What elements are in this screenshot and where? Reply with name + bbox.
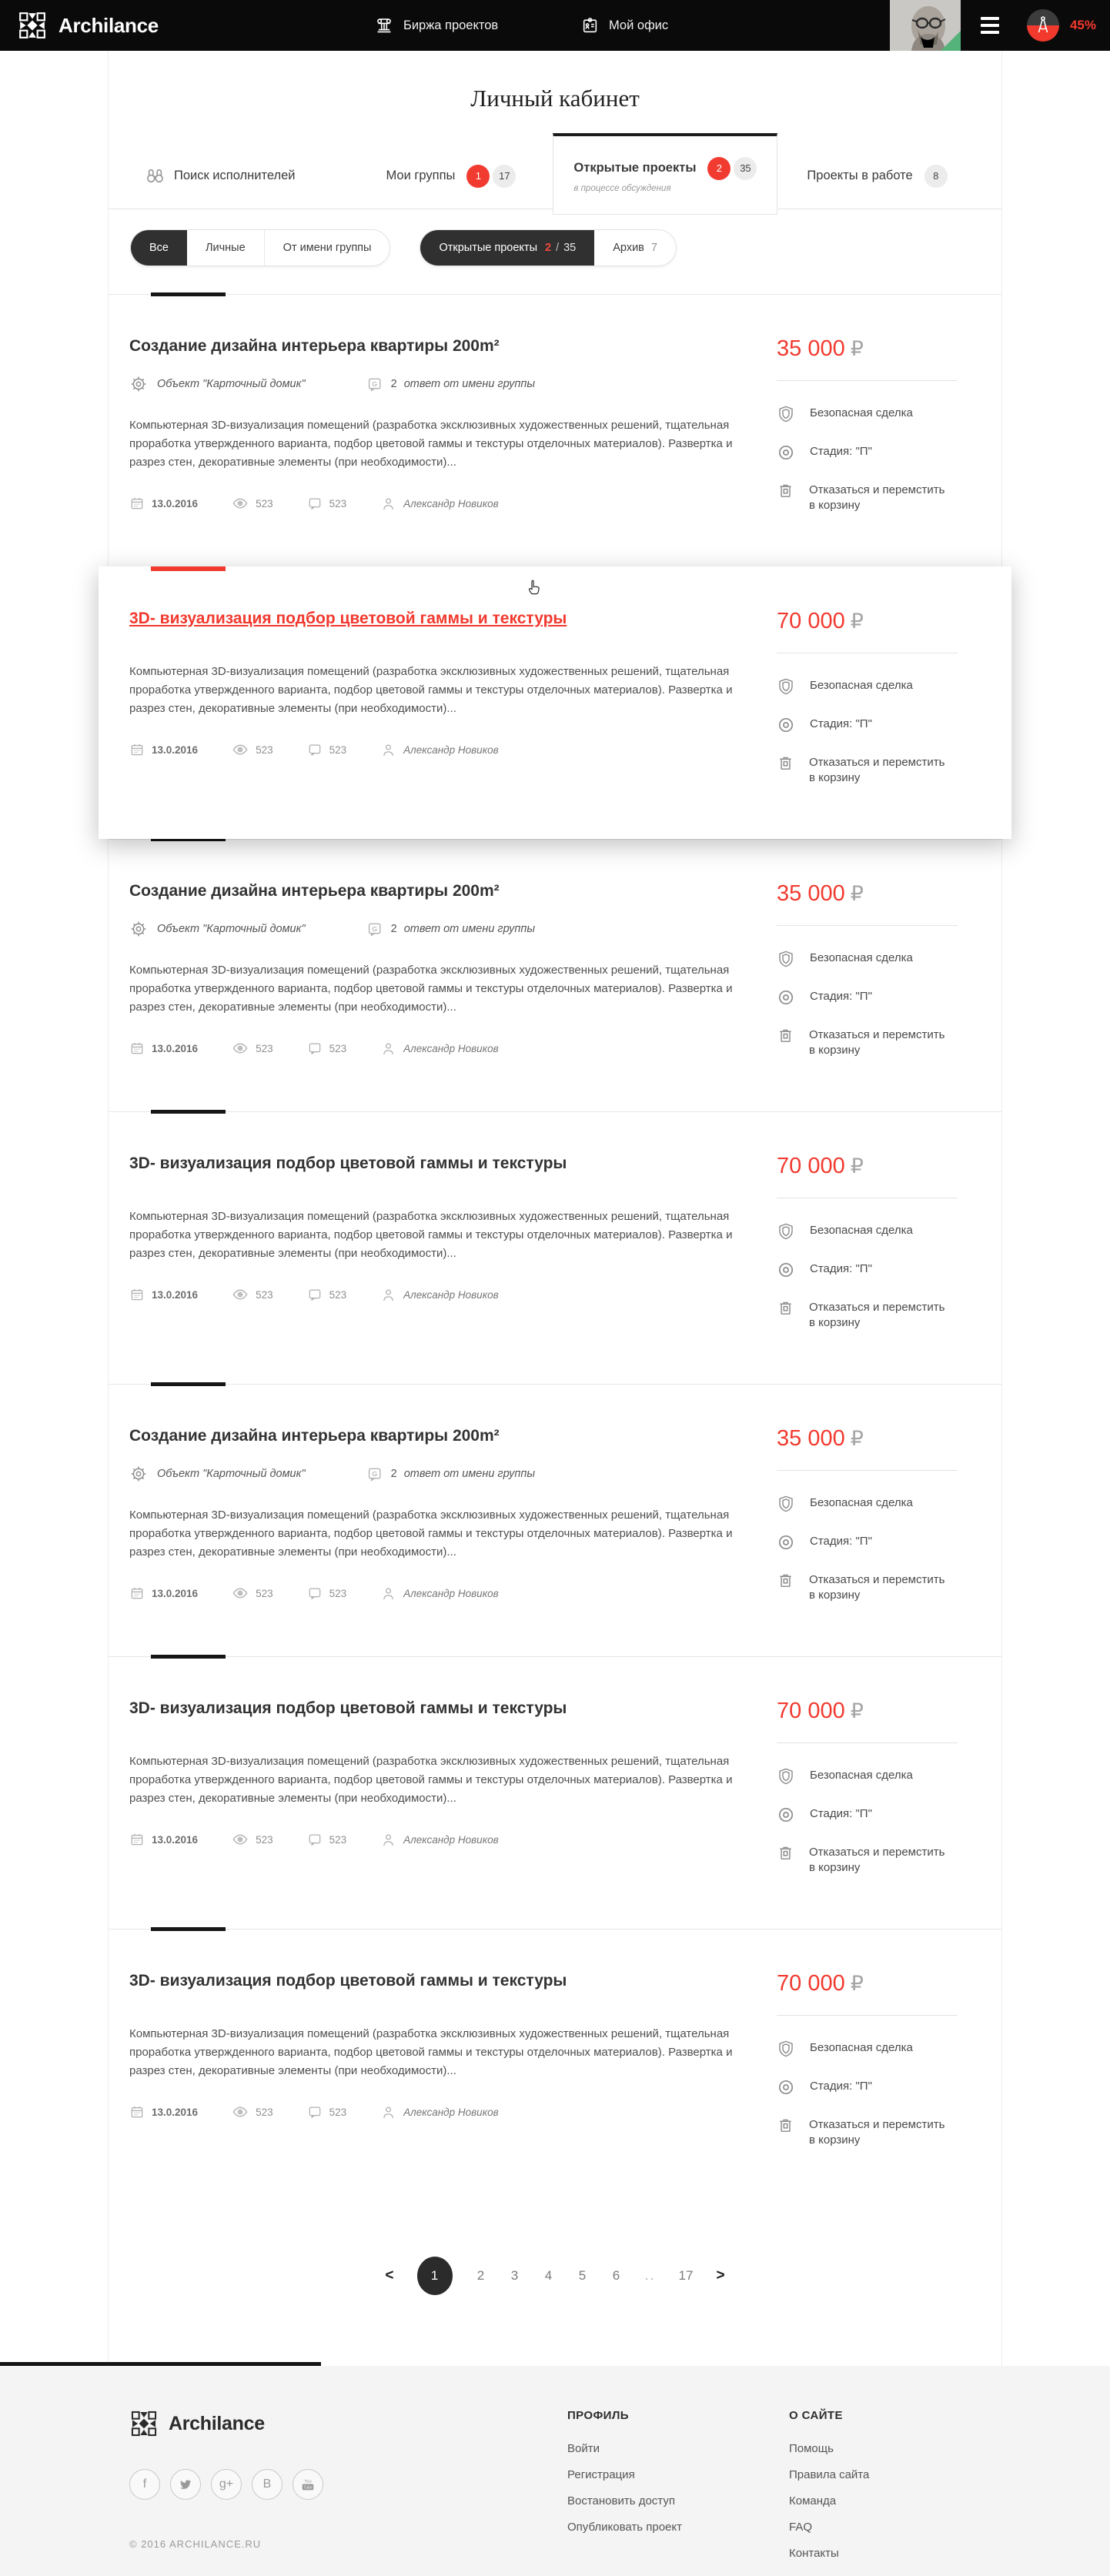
nav-label: Биржа проектов <box>403 18 499 32</box>
project-meta-row <box>129 1040 759 1057</box>
pagination-next[interactable]: > <box>716 2267 725 2284</box>
open-total: 35 <box>563 242 577 254</box>
svg-text:G: G <box>371 379 377 388</box>
safe-deal-label: Безопасная сделка <box>777 1223 958 1241</box>
calendar-icon <box>129 1832 145 1847</box>
footer-link[interactable]: Правила сайта <box>789 2468 870 2481</box>
project-object-row <box>129 920 759 938</box>
project-card <box>109 1656 1001 1929</box>
meta-author[interactable]: Александр Новиков <box>380 496 499 512</box>
meta-views: 523 <box>232 1040 273 1057</box>
footer-link[interactable]: FAQ <box>789 2521 813 2534</box>
project-list <box>109 294 1001 2201</box>
meta-comments: 523 <box>307 496 347 511</box>
comment-icon <box>307 742 323 757</box>
user-icon <box>380 1041 396 1057</box>
stage-label: Стадия: "П" <box>777 1534 958 1552</box>
trash-icon <box>777 2117 794 2134</box>
svg-text:You: You <box>304 2479 312 2484</box>
completion-percent: 45% <box>1069 18 1096 32</box>
project-title-link[interactable]: Создание дизайна интерьера квартиры 200m² <box>129 882 500 900</box>
card-divider <box>99 566 1011 567</box>
replies-count: 2 <box>390 923 397 935</box>
project-title-link[interactable]: 3D- визуализация подбор цветовой гаммы и текстуры <box>129 1699 567 1717</box>
avatar[interactable] <box>890 0 961 51</box>
safe-deal-label: Безопасная сделка <box>777 2040 958 2058</box>
page-title: Личный кабинет <box>470 85 640 112</box>
meta-date: 13.0.2016 <box>129 2104 198 2120</box>
project-meta-row <box>129 1831 759 1848</box>
target-icon <box>777 716 795 734</box>
footer-link[interactable]: Контакты <box>789 2547 839 2560</box>
eye-icon <box>232 741 249 758</box>
nav-item-my-office[interactable] <box>580 0 668 51</box>
pagination-pages <box>417 2257 694 2295</box>
price-divider <box>777 2015 958 2016</box>
project-card <box>109 1111 1001 1384</box>
project-price: 70 000 ₽ <box>777 1699 864 1723</box>
tab-open-projects[interactable] <box>553 133 777 215</box>
safe-deal-label: Безопасная сделка <box>777 951 958 968</box>
meta-date: 13.0.2016 <box>129 1041 198 1056</box>
google-plus-icon[interactable]: g+ <box>211 2469 242 2500</box>
card-divider <box>109 1656 1001 1657</box>
project-description: Компьютерная 3D-визуализация помещений (разработка эксклюзивных художественных решений, тщательная проработка утвержденного варианта, подбор цветовой гаммы и текстуры отделочных материалов). Развертка и разрез стен, декоративные элементы (при необходимости)... <box>129 665 733 715</box>
meta-comments: 523 <box>307 1287 347 1302</box>
youtube-icon[interactable] <box>293 2469 323 2500</box>
project-card <box>109 839 1001 1111</box>
meta-views: 523 <box>232 1286 273 1303</box>
footer-column-title: О САЙТЕ <box>789 2409 843 2422</box>
meta-date: 13.0.2016 <box>129 1585 198 1601</box>
shield-icon <box>777 2040 795 2058</box>
ruble-sign: ₽ <box>850 1972 864 1995</box>
pagination-page[interactable]: 17 <box>678 2268 694 2283</box>
tab-my-groups[interactable] <box>386 165 517 188</box>
project-object-row <box>129 1465 759 1483</box>
trash-icon <box>777 1299 794 1317</box>
user-icon <box>380 1287 396 1303</box>
gear-icon <box>129 920 148 938</box>
behance-icon[interactable]: B <box>252 2469 283 2500</box>
replies-label: ответ от имени группы <box>403 923 536 935</box>
card-accent-bar <box>151 292 226 296</box>
footer-link[interactable]: Войти <box>567 2442 600 2455</box>
footer-link[interactable]: Регистрация <box>567 2468 635 2481</box>
meta-author[interactable]: Александр Новиков <box>380 1041 499 1057</box>
target-icon <box>777 1806 795 1824</box>
stage-label: Стадия: "П" <box>777 2079 958 2097</box>
binoculars-icon <box>145 165 165 186</box>
cursor-pointer-icon <box>526 579 543 599</box>
card-accent-bar <box>151 566 226 571</box>
twitter-bird-icon <box>179 2477 192 2491</box>
calendar-icon <box>129 2104 145 2120</box>
discard-to-trash-button[interactable]: Отказаться и перемстить в корзину <box>777 483 958 513</box>
filter-personal[interactable]: Личные <box>187 230 265 266</box>
comment-icon <box>307 1585 323 1601</box>
replies-count: 2 <box>390 378 397 390</box>
meta-author[interactable]: Александр Новиков <box>380 1832 499 1848</box>
meta-comments: 523 <box>307 1832 347 1847</box>
target-icon <box>777 988 795 1007</box>
tab-subtitle: в процессе обсуждения <box>573 183 671 193</box>
card-accent-bar <box>151 1110 226 1114</box>
trash-icon <box>777 754 794 772</box>
project-description: Компьютерная 3D-визуализация помещений (разработка эксклюзивных художественных решений, тщательная проработка утвержденного варианта, подбор цветовой гаммы и текстуры отделочных материалов). Развертка и разрез стен, декоративные элементы (при необходимости)... <box>129 419 733 469</box>
replies-label: ответ от имени группы <box>403 378 536 390</box>
discard-to-trash-button[interactable]: Отказаться и перемстить в корзину <box>777 755 958 786</box>
brand-name: Archilance <box>59 13 159 37</box>
user-icon <box>380 496 396 512</box>
header-right-cluster <box>890 0 1110 51</box>
clipboard-icon <box>580 16 600 35</box>
project-price: 35 000 ₽ <box>777 881 864 906</box>
user-icon <box>380 742 396 758</box>
project-price: 70 000 ₽ <box>777 1154 864 1178</box>
meta-views: 523 <box>232 2103 273 2120</box>
project-description: Компьютерная 3D-визуализация помещений (разработка эксклюзивных художественных решений, тщательная проработка утвержденного варианта, подбор цветовой гаммы и текстуры отделочных материалов). Развертка и разрез стен, декоративные элементы (при необходимости)... <box>129 1755 733 1805</box>
target-icon <box>777 443 795 462</box>
svg-text:G: G <box>371 1469 377 1478</box>
tab-label: Поиск исполнителей <box>174 169 296 182</box>
card-accent-bar <box>151 1927 226 1931</box>
scope-filter-group <box>130 229 390 266</box>
safe-deal-label: Безопасная сделка <box>777 1495 958 1513</box>
stage-label: Стадия: "П" <box>777 717 958 734</box>
project-price: 35 000 ₽ <box>777 336 864 361</box>
footer-link[interactable]: Команда <box>789 2494 837 2508</box>
nav-item-project-exchange[interactable] <box>374 0 498 51</box>
project-title-link[interactable]: 3D- визуализация подбор цветовой гаммы и текстуры <box>129 1972 567 1990</box>
online-status-corner <box>941 31 961 51</box>
meta-comments: 523 <box>307 742 347 757</box>
footer-column-title: ПРОФИЛЬ <box>567 2409 629 2422</box>
meta-views: 523 <box>232 741 273 758</box>
shield-icon <box>777 1767 795 1786</box>
nav-label: Мой офис <box>609 18 669 32</box>
total-count-badge: 35 <box>734 157 757 180</box>
trash-icon <box>777 1027 794 1044</box>
youtube-logo-icon <box>299 2476 316 2493</box>
meta-date: 13.0.2016 <box>129 1832 198 1847</box>
tab-label: Открытые проекты <box>573 161 697 175</box>
object-label[interactable]: Объект "Карточный домик" <box>157 1468 306 1480</box>
project-title-link[interactable]: 3D- визуализация подбор цветовой гаммы и текстуры <box>129 610 567 627</box>
project-title-link[interactable]: Создание дизайна интерьера квартиры 200m² <box>129 1427 500 1445</box>
group-reply-bubble-icon <box>366 376 383 393</box>
ruble-sign: ₽ <box>850 1427 864 1450</box>
state-filter-group <box>420 229 677 266</box>
gear-icon <box>129 1465 148 1483</box>
footer-brand-name: Archilance <box>169 2412 265 2434</box>
archilance-logo-icon <box>17 10 48 41</box>
project-meta-row <box>129 1585 759 1602</box>
card-divider <box>109 294 1001 295</box>
meta-views: 523 <box>232 495 273 512</box>
eye-icon <box>232 1585 249 1602</box>
eye-icon <box>232 1286 249 1303</box>
pagination-page[interactable]: 3 <box>510 2268 519 2283</box>
project-price: 70 000 ₽ <box>777 1971 864 1996</box>
total-count-badge: 17 <box>493 165 516 188</box>
meta-author[interactable]: Александр Новиков <box>380 2104 499 2120</box>
project-meta-row <box>129 495 759 512</box>
filter-open-projects[interactable]: Открытые проекты 2 / 35 <box>420 230 594 266</box>
footer-link[interactable]: Помощь <box>789 2442 834 2455</box>
meta-author[interactable]: Александр Новиков <box>380 1585 499 1602</box>
shield-icon <box>777 1495 795 1513</box>
footer-accent-bar <box>0 2362 321 2366</box>
project-card <box>109 294 1001 566</box>
footer-column-about <box>789 2409 869 2573</box>
replies-label: ответ от имени группы <box>403 1468 536 1480</box>
project-card <box>109 1929 1001 2201</box>
svg-text:G: G <box>371 924 377 933</box>
meta-date: 13.0.2016 <box>129 742 198 757</box>
pagination-page[interactable]: 5 <box>578 2268 587 2283</box>
filter-all[interactable]: Все <box>131 230 187 266</box>
stage-label: Стадия: "П" <box>777 1261 958 1279</box>
meta-views: 523 <box>232 1831 273 1848</box>
pagination-page[interactable]: 6 <box>612 2268 620 2283</box>
discard-to-trash-button[interactable]: Отказаться и перемстить в корзину <box>777 1027 958 1058</box>
group-reply-bubble-icon <box>366 920 383 938</box>
pagination-page[interactable]: 1 <box>417 2257 453 2295</box>
main-container <box>108 51 1002 2366</box>
target-icon <box>777 1261 795 1279</box>
user-icon <box>380 1832 396 1848</box>
trash-icon <box>777 1572 794 1589</box>
meta-date: 13.0.2016 <box>129 1287 198 1302</box>
project-description: Компьютерная 3D-визуализация помещений (разработка эксклюзивных художественных решений, тщательная проработка утвержденного варианта, подбор цветовой гаммы и текстуры отделочных материалов). Развертка и разрез стен, декоративные элементы (при необходимости)... <box>129 1509 733 1559</box>
meta-author[interactable]: Александр Новиков <box>380 742 499 758</box>
calendar-icon <box>129 1041 145 1056</box>
footer-link[interactable]: Востановить доступ <box>567 2494 675 2508</box>
meta-date: 13.0.2016 <box>129 496 198 511</box>
project-card <box>99 566 1011 839</box>
trash-icon <box>777 482 794 499</box>
twitter-icon[interactable] <box>170 2469 201 2500</box>
filter-on-behalf-of-group[interactable]: От имени группы <box>283 242 372 254</box>
stage-label: Стадия: "П" <box>777 989 958 1007</box>
project-price: 70 000 ₽ <box>777 609 864 633</box>
stage-label: Стадия: "П" <box>777 1806 958 1824</box>
ruble-sign: ₽ <box>850 1154 864 1178</box>
account-tabs <box>109 143 1001 209</box>
facebook-icon[interactable]: f <box>129 2469 160 2500</box>
gear-icon <box>129 375 148 393</box>
filter-bar <box>109 209 1001 294</box>
archive-count: 7 <box>650 242 657 254</box>
safe-deal-label: Безопасная сделка <box>777 678 958 696</box>
price-divider <box>777 1470 958 1471</box>
project-title-link[interactable]: Создание дизайна интерьера квартиры 200m² <box>129 337 500 355</box>
project-object-row <box>129 375 759 393</box>
profile-completion-gauge[interactable] <box>1027 9 1059 42</box>
comment-icon <box>307 496 323 511</box>
pagination-page[interactable]: 4 <box>544 2268 553 2283</box>
pagination-page[interactable]: 2 <box>476 2268 485 2283</box>
project-meta-row <box>129 2103 759 2120</box>
meta-author[interactable]: Александр Новиков <box>380 1287 499 1303</box>
card-divider <box>109 839 1001 840</box>
pagination <box>109 2201 1001 2366</box>
ruble-sign: ₽ <box>850 610 864 633</box>
shield-icon <box>777 950 795 968</box>
meta-comments: 523 <box>307 1041 347 1056</box>
replies-count: 2 <box>390 1468 397 1480</box>
meta-comments: 523 <box>307 2104 347 2120</box>
shield-icon <box>777 677 795 696</box>
trash-icon <box>777 1844 794 1862</box>
calendar-icon <box>129 1287 145 1302</box>
stage-label: Стадия: "П" <box>777 444 958 462</box>
shield-icon <box>777 1222 795 1241</box>
ruble-sign: ₽ <box>850 882 864 905</box>
project-title-link[interactable]: 3D- визуализация подбор цветовой гаммы и текстуры <box>129 1154 567 1172</box>
project-meta-row <box>129 1286 759 1303</box>
total-count-badge: 8 <box>924 165 948 188</box>
compass-icon <box>1034 15 1052 35</box>
discard-to-trash-button[interactable]: Отказаться и перемстить в корзину <box>777 1572 958 1603</box>
project-meta-row <box>129 741 759 758</box>
project-description: Компьютерная 3D-визуализация помещений (разработка эксклюзивных художественных решений, тщательная проработка утвержденного варианта, подбор цветовой гаммы и текстуры отделочных материалов). Развертка и разрез стен, декоративные элементы (при необходимости)... <box>129 964 733 1014</box>
footer-column-profile <box>567 2409 682 2547</box>
discard-to-trash-button[interactable]: Отказаться и перемстить в корзину <box>777 1300 958 1331</box>
filter-archive[interactable]: Архив 7 <box>613 242 657 254</box>
calendar-icon <box>129 496 145 511</box>
footer-link[interactable]: Опубликовать проект <box>567 2521 682 2534</box>
tab-label: Проекты в работе <box>807 169 913 182</box>
menu-hamburger-icon[interactable] <box>981 17 999 34</box>
social-links <box>129 2469 1002 2500</box>
new-count-badge: 2 <box>707 157 731 180</box>
meta-views: 523 <box>232 1585 273 1602</box>
card-accent-bar <box>151 1382 226 1386</box>
comment-icon <box>307 1287 323 1302</box>
brand-logo[interactable] <box>17 10 159 41</box>
discard-to-trash-button[interactable]: Отказаться и перемстить в корзину <box>777 2117 958 2148</box>
footer-brand[interactable] <box>129 2409 1002 2438</box>
group-reply-bubble-icon <box>366 1465 383 1483</box>
ruble-sign: ₽ <box>850 1699 864 1722</box>
safe-deal-label: Безопасная сделка <box>777 1768 958 1786</box>
safe-deal-label: Безопасная сделка <box>777 406 958 423</box>
object-label[interactable]: Объект "Карточный домик" <box>157 923 306 935</box>
eye-icon <box>232 495 249 512</box>
comment-icon <box>307 1832 323 1847</box>
column-icon <box>374 15 394 35</box>
tab-label: Мои группы <box>386 169 456 182</box>
price-divider <box>777 380 958 381</box>
target-icon <box>777 1533 795 1552</box>
copyright: © 2016 ARCHILANCE.RU <box>129 2538 262 2550</box>
eye-icon <box>232 2103 249 2120</box>
user-icon <box>380 1585 396 1602</box>
price-divider <box>777 1742 958 1743</box>
tab-search-performers[interactable] <box>145 165 296 186</box>
target-icon <box>777 2078 795 2097</box>
project-description: Компьютерная 3D-визуализация помещений (разработка эксклюзивных художественных решений, тщательная проработка утвержденного варианта, подбор цветовой гаммы и текстуры отделочных материалов). Развертка и разрез стен, декоративные элементы (при необходимости)... <box>129 1210 733 1260</box>
card-accent-bar <box>151 1655 226 1659</box>
price-divider <box>777 925 958 926</box>
archilance-logo-icon <box>129 2409 159 2438</box>
project-card <box>109 1384 1001 1656</box>
tab-projects-in-work[interactable] <box>807 165 947 188</box>
page-footer <box>0 2366 1110 2576</box>
comment-icon <box>307 1041 323 1056</box>
project-price: 35 000 ₽ <box>777 1426 864 1451</box>
open-count: 2 <box>545 242 552 254</box>
calendar-icon <box>129 1585 145 1601</box>
ruble-sign: ₽ <box>850 337 864 360</box>
object-label[interactable]: Объект "Карточный домик" <box>157 378 306 390</box>
pagination-ellipsis: .. <box>644 2268 656 2283</box>
discard-to-trash-button[interactable]: Отказаться и перемстить в корзину <box>777 1845 958 1876</box>
comment-icon <box>307 2104 323 2120</box>
card-divider <box>109 1384 1001 1385</box>
calendar-icon <box>129 742 145 757</box>
card-divider <box>109 1111 1001 1112</box>
project-description: Компьютерная 3D-визуализация помещений (разработка эксклюзивных художественных решений, тщательная проработка утвержденного варианта, подбор цветовой гаммы и текстуры отделочных материалов). Развертка и разрез стен, декоративные элементы (при необходимости)... <box>129 2027 733 2077</box>
top-header <box>0 0 1110 51</box>
pagination-prev[interactable]: < <box>385 2267 394 2284</box>
svg-text:Tube: Tube <box>303 2485 313 2491</box>
eye-icon <box>232 1831 249 1848</box>
eye-icon <box>232 1040 249 1057</box>
new-count-badge: 1 <box>466 165 490 188</box>
shield-icon <box>777 405 795 423</box>
meta-comments: 523 <box>307 1585 347 1601</box>
user-icon <box>380 2104 396 2120</box>
